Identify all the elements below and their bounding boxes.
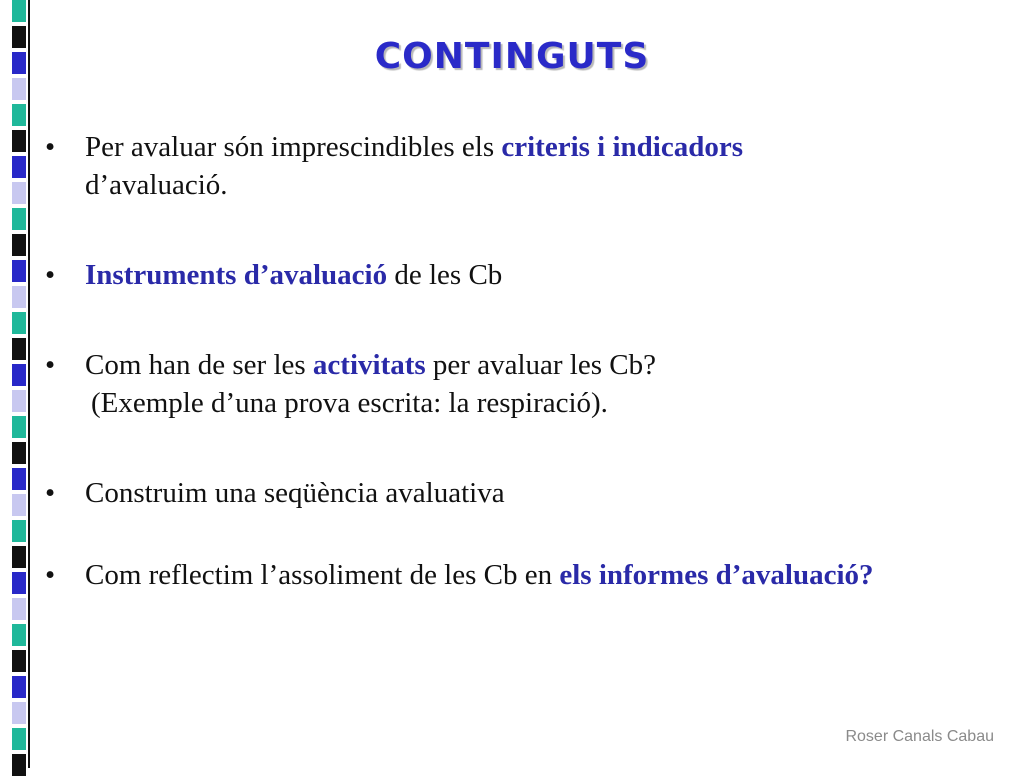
stripe-block (12, 260, 26, 282)
bullet-item-3 (45, 346, 1020, 384)
bullet-list (45, 128, 1020, 594)
stripe-block (12, 754, 26, 776)
stripe-block (12, 676, 26, 698)
stripe-block (12, 624, 26, 646)
bullet-item-4 (45, 474, 1020, 512)
stripe-block (12, 78, 26, 100)
bullet-item-2 (45, 256, 1020, 294)
stripe-block (12, 728, 26, 750)
stripe-block (12, 364, 26, 386)
stripe-block (12, 494, 26, 516)
bullet-highlight: activitats (312, 349, 426, 381)
stripe-block (12, 572, 26, 594)
stripe-block (12, 546, 26, 568)
bullet-icon: • (45, 477, 56, 509)
bullet-item-5 (45, 556, 1020, 594)
stripe-block (12, 442, 26, 464)
stripe-block (12, 650, 26, 672)
stripe-block (12, 286, 26, 308)
bullet-text: d’avaluació. (85, 169, 228, 201)
stripe-block (12, 468, 26, 490)
stripe-block (12, 390, 26, 412)
bullet-subline: (Exemple d’una prova escrita: la respiració). (91, 387, 608, 419)
bullet-icon: • (45, 559, 56, 591)
stripe-line (28, 0, 30, 768)
bullet-text: Per avaluar són imprescindibles els (85, 131, 502, 163)
decorative-stripe (0, 0, 32, 768)
stripe-block (12, 312, 26, 334)
bullet-icon: • (45, 259, 56, 291)
stripe-block (12, 0, 26, 22)
bullet-text: per avaluar les Cb? (425, 349, 656, 381)
stripe-block (12, 234, 26, 256)
bullet-icon: • (45, 131, 56, 163)
bullet-text: Com reflectim l’assoliment de les Cb en (85, 559, 560, 591)
stripe-block (12, 182, 26, 204)
bullet-highlight: criteris i indicadors (501, 131, 744, 163)
bullet-highlight: els informes d’avaluació? (559, 559, 874, 591)
bullet-text: Com han de ser les (85, 349, 313, 381)
stripe-block (12, 208, 26, 230)
slide-title: CONTINGUTS (374, 36, 650, 77)
bullet-highlight: Instruments d’avaluació (85, 259, 388, 291)
stripe-block (12, 130, 26, 152)
bullet-icon: • (45, 349, 56, 381)
bullet-item-1 (45, 128, 1020, 204)
stripe-block (12, 520, 26, 542)
footer-author: Roser Canals Cabau (845, 728, 994, 745)
stripe-block (12, 416, 26, 438)
bullet-text: de les Cb (387, 259, 503, 291)
stripe-block (12, 702, 26, 724)
stripe-block (12, 338, 26, 360)
stripe-block (12, 598, 26, 620)
bullet-text: Construim una seqüència avaluativa (85, 477, 505, 509)
stripe-block (12, 156, 26, 178)
stripe-block (12, 104, 26, 126)
